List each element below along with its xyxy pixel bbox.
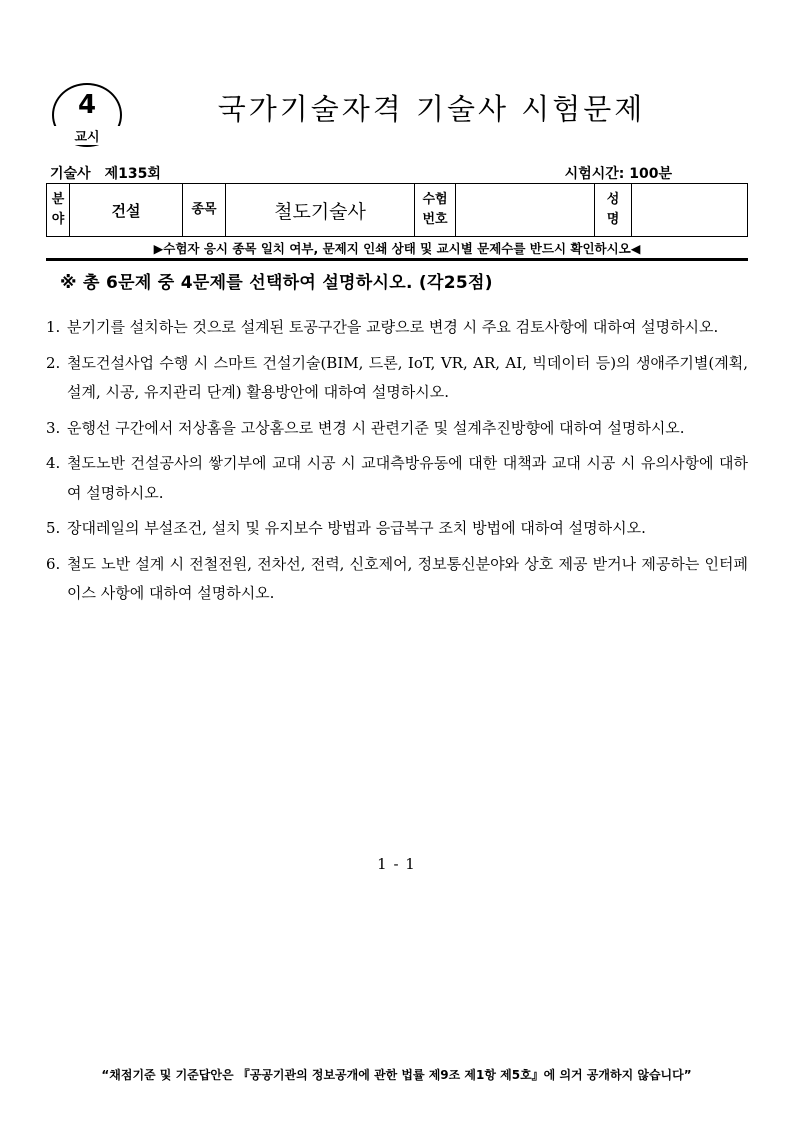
question-text: 장대레일의 부설조건, 설치 및 유지보수 방법과 응급복구 조치 방법에 대하여 설명하시오.	[67, 519, 646, 537]
name-label-text: 성 명	[606, 192, 620, 227]
name-label	[595, 184, 632, 237]
exam-type: 기술사	[50, 166, 91, 182]
question-text: 철도 노반 설계 시 전철전원, 전차선, 전력, 신호제어, 정보통신분야와 상호 제공 받거나 제공하는 인터페이스 사항에 대하여 설명하시오.	[67, 554, 748, 602]
question-list	[46, 313, 748, 615]
exam-number-field[interactable]	[456, 184, 595, 237]
footer-note: “채점기준 및 기준답안은 『공공기관의 정보공개에 관한 법률 제9조 제1항 제5호』에 의거 공개하지 않습니다”	[101, 1068, 692, 1082]
question-item	[46, 414, 748, 444]
question-number: 3.	[46, 418, 61, 437]
question-text: 철도노반 건설공사의 쌓기부에 교대 시공 시 교대측방유동에 대한 대책과 교대 시공 시 유의사항에 대하여 설명하시오.	[67, 454, 748, 502]
question-number: 1.	[46, 318, 61, 336]
session-number: 4	[77, 90, 97, 120]
question-text: 분기기를 설치하는 것으로 설계된 토공구간을 교량으로 변경 시 주요 검토사항에 대하여 설명하시오.	[67, 318, 719, 336]
question-item	[46, 550, 748, 609]
exam-meta-left	[50, 163, 161, 183]
question-number: 5.	[46, 519, 61, 537]
question-item	[46, 349, 748, 408]
instruction: ※ 총 6문제 중 4문제를 선택하여 설명하시오. (각25점)	[60, 273, 493, 293]
question-number: 4.	[46, 454, 61, 472]
question-number: 2.	[46, 353, 61, 372]
field-value: 건설	[70, 184, 183, 237]
question-item	[46, 514, 748, 544]
exam-round: 제135회	[104, 166, 161, 182]
question-item	[46, 449, 748, 508]
time-limit: 시험시간: 100분	[564, 166, 672, 182]
page-number: 1 - 1	[377, 855, 416, 873]
category-value: 철도기술사	[226, 184, 415, 237]
exam-meta-row	[48, 163, 748, 183]
name-field[interactable]	[632, 184, 748, 237]
notice-line: ▶수험자 응시 종목 일치 여부, 문제지 인쇄 상태 및 교시별 문제수를 반드시 확인하시오◀	[153, 241, 641, 256]
session-label: 교시	[49, 126, 125, 145]
page-title: 국가기술자격 기술사 시험문제	[217, 92, 646, 127]
exam-number-label	[415, 184, 456, 237]
question-number: 6.	[46, 554, 61, 573]
question-item	[46, 313, 748, 343]
category-label: 종목	[183, 184, 226, 237]
divider	[46, 258, 748, 261]
question-text: 철도건설사업 수행 시 스마트 건설기술(BIM, 드론, IoT, VR, AR, AI, 빅데이터 등)의 생애주기별(계획, 설계, 시공, 유지관리 단계) 활용방안에 대하여 설명하시오.	[67, 353, 748, 401]
field-label-text: 분 야	[51, 192, 65, 227]
question-text: 운행선 구간에서 저상홈을 고상홈으로 변경 시 관련기준 및 설계추진방향에 대하여 설명하시오.	[67, 418, 685, 437]
exam-info-table	[46, 183, 748, 237]
exam-number-label-text: 수험 번호	[422, 192, 448, 227]
field-label	[47, 184, 70, 237]
